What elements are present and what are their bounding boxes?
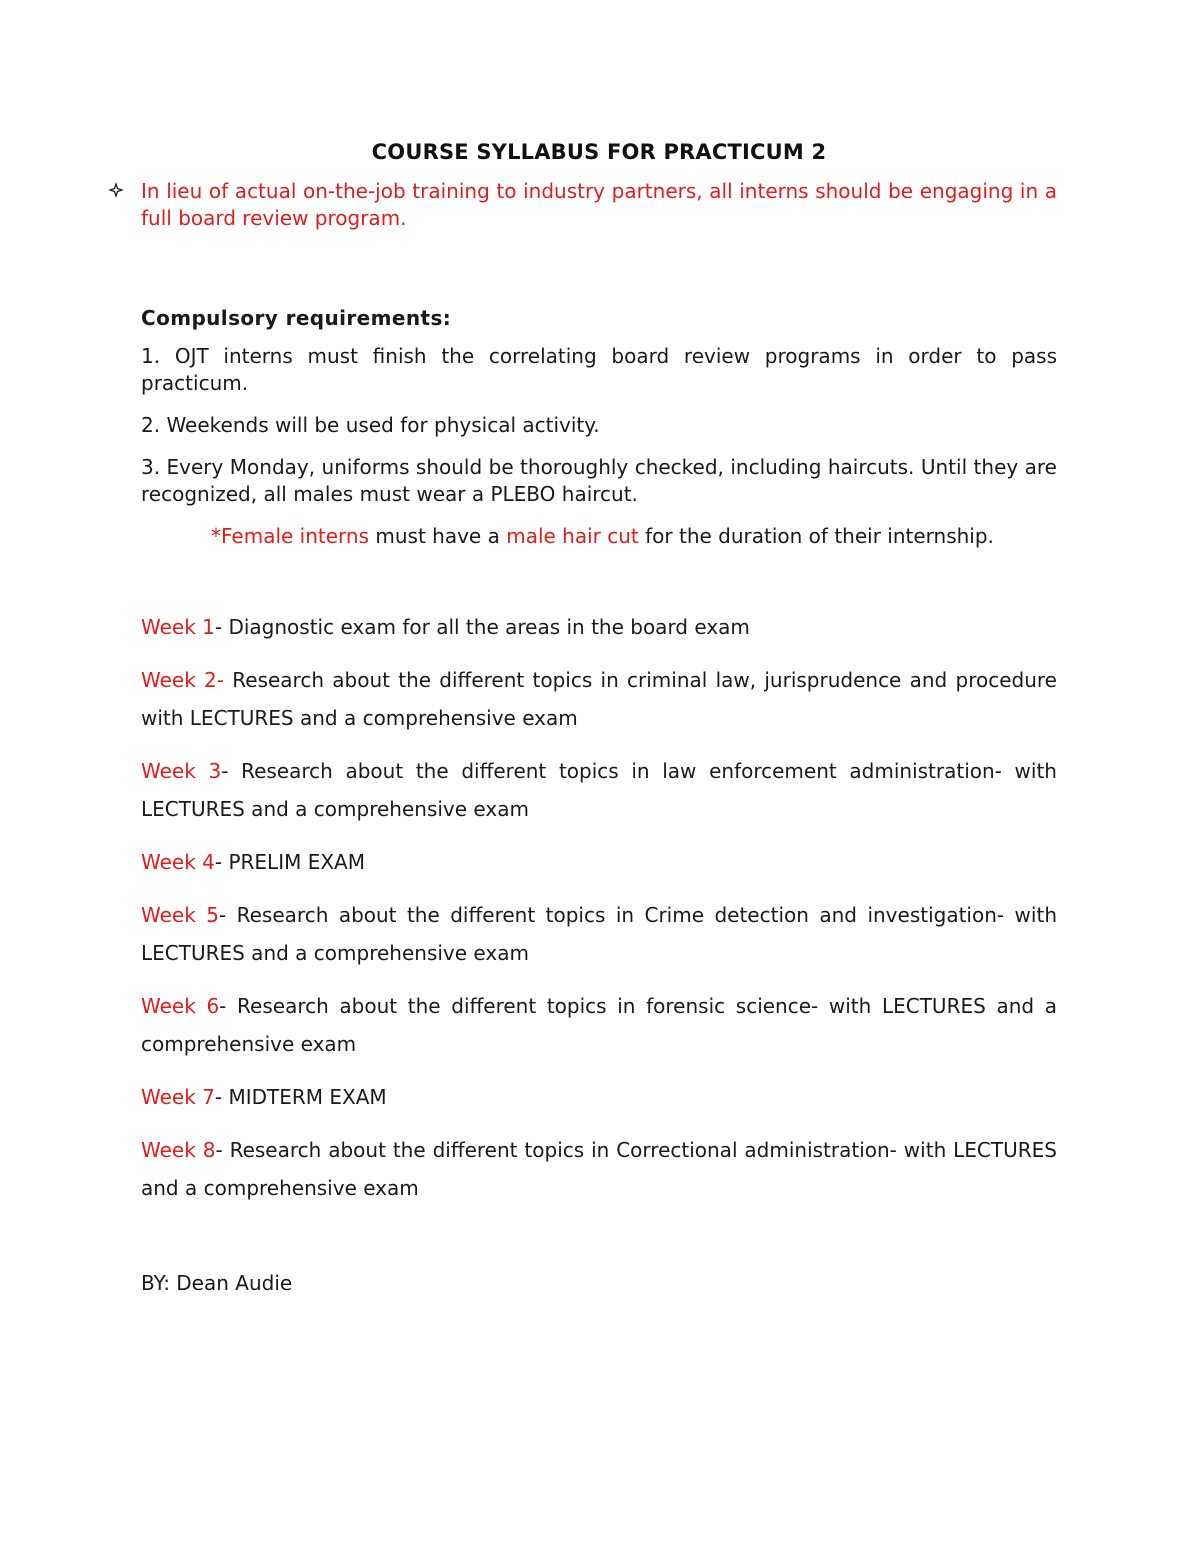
signature-line: BY: Dean Audie bbox=[141, 1271, 293, 1295]
week-description: Research about the different topics in criminal law, jurisprudence and procedure with LECTURES and a comprehensive exam bbox=[141, 668, 1057, 730]
week-item-7 bbox=[141, 1078, 1057, 1116]
week-description: - Research about the different topics in forensic science- with LECTURES and a comprehensive exam bbox=[141, 994, 1057, 1056]
week-label: Week 2- bbox=[141, 668, 224, 692]
week-description: - Research about the different topics in Crime detection and investigation- with LECTURES and a comprehensive exam bbox=[141, 903, 1057, 965]
week-label: Week 1 bbox=[141, 615, 215, 639]
page-title: COURSE SYLLABUS FOR PRACTICUM 2 bbox=[371, 140, 827, 164]
notice-text: In lieu of actual on-the-job training to industry partners, all interns should be engaging in a full board review program. bbox=[141, 179, 1057, 230]
week-item-3 bbox=[141, 752, 1057, 828]
week-description: - Research about the different topics in law enforcement administration- with LECTURES and a comprehensive exam bbox=[141, 759, 1057, 821]
female-interns-note bbox=[211, 523, 1057, 550]
week-description: - PRELIM EXAM bbox=[214, 850, 365, 874]
diamond-bullet-icon bbox=[107, 179, 125, 197]
week-item-4 bbox=[141, 843, 1057, 881]
week-description: - Diagnostic exam for all the areas in the board exam bbox=[214, 615, 750, 639]
week-item-2 bbox=[141, 661, 1057, 737]
week-label: Week 8 bbox=[141, 1138, 216, 1162]
week-label: Week 6 bbox=[141, 994, 220, 1018]
female-note-text-2: for the duration of their internship. bbox=[638, 524, 994, 548]
requirement-item-2: 2. Weekends will be used for physical activity. bbox=[141, 413, 600, 437]
requirement-item-3: 3. Every Monday, uniforms should be thoroughly checked, including haircuts. Until they are recognized, all males must wear a PLEBO haircut. bbox=[141, 455, 1057, 506]
male-hair-cut-label: male hair cut bbox=[506, 524, 639, 548]
requirement-item-1: 1. OJT interns must finish the correlating board review programs in order to pass practicum. bbox=[141, 344, 1057, 395]
week-label: Week 3 bbox=[141, 759, 222, 783]
notice-bullet-item bbox=[71, 178, 1057, 232]
week-description: - MIDTERM EXAM bbox=[214, 1085, 387, 1109]
week-item-1 bbox=[141, 608, 1057, 646]
document-body bbox=[141, 140, 1057, 1295]
week-item-8 bbox=[141, 1131, 1057, 1207]
week-item-6 bbox=[141, 987, 1057, 1063]
female-note-text-1: must have a bbox=[369, 524, 507, 548]
weekly-schedule bbox=[141, 608, 1057, 1207]
week-label: Week 5 bbox=[141, 903, 219, 927]
week-label: Week 7 bbox=[141, 1085, 215, 1109]
week-item-5 bbox=[141, 896, 1057, 972]
week-label: Week 4 bbox=[141, 850, 215, 874]
requirements-heading: Compulsory requirements: bbox=[141, 306, 452, 330]
female-interns-label: *Female interns bbox=[211, 524, 370, 548]
week-description: - Research about the different topics in Correctional administration- with LECTURES and a comprehensive exam bbox=[141, 1138, 1057, 1200]
